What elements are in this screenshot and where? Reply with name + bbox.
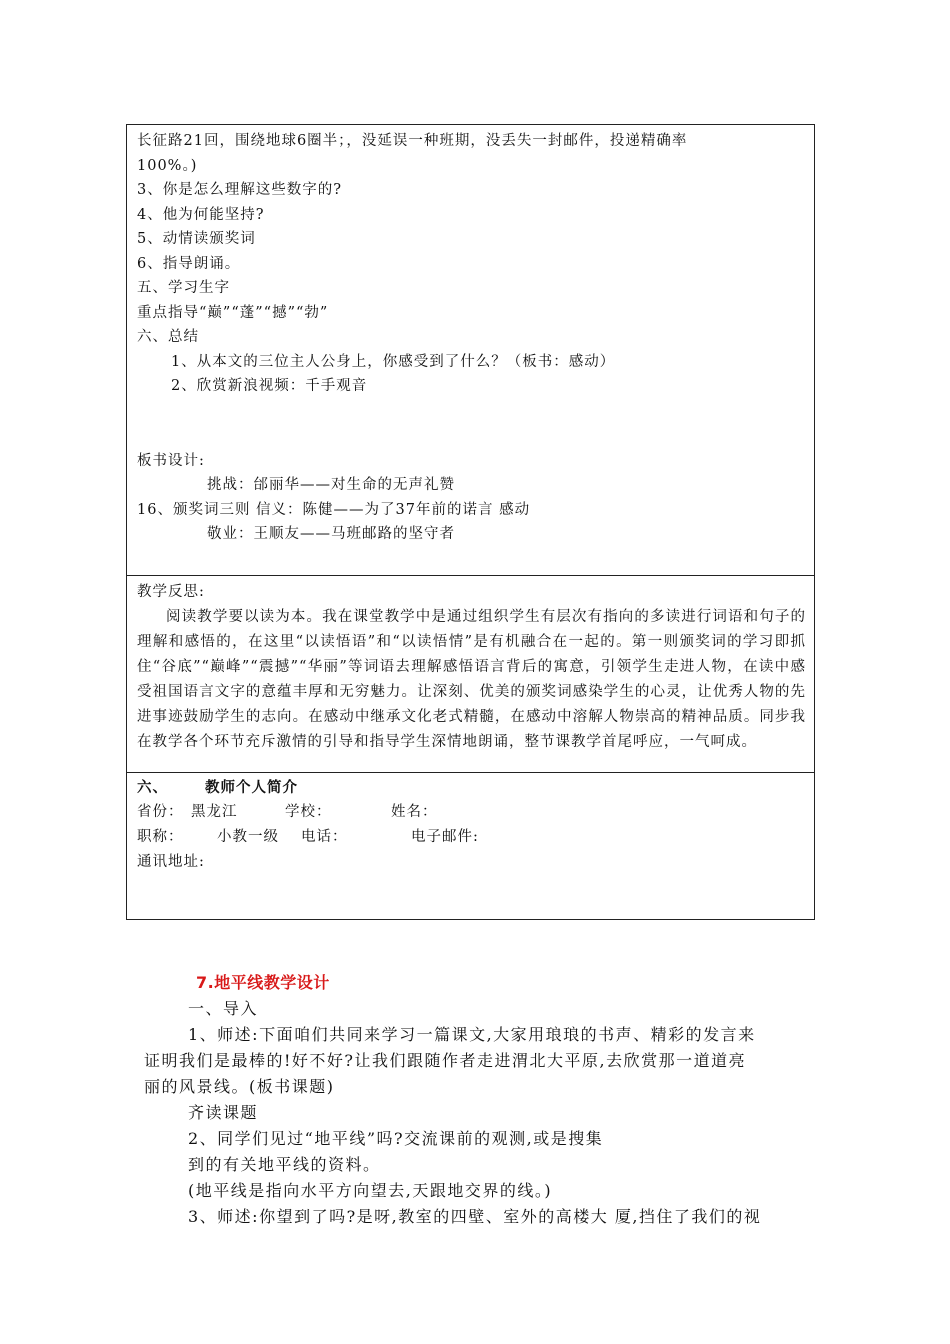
section-line: 1、师述:下面咱们共同来学习一篇课文,大家用琅琅的书声、精彩的发言来 — [188, 1025, 756, 1044]
section-line: (地平线是指向水平方向望去,天跟地交界的线。) — [188, 1181, 553, 1200]
text-line: 长征路21回，围绕地球6圈半；，没延误一种班期，没丢失一封邮件，投递精确率 — [137, 133, 688, 149]
horizon-lesson-section — [140, 970, 820, 1230]
reflection-label: 教学反思: — [137, 584, 205, 600]
text-line: 重点指导“巅”“蓬”“撼”“勃” — [137, 304, 329, 321]
profile-heading-number: 六、 — [137, 779, 168, 796]
text-line: 五、学习生字 — [137, 280, 230, 296]
section-heading: 7.地平线教学设计 — [196, 973, 330, 992]
profile-row-3 — [137, 850, 806, 875]
profile-row-1 — [137, 800, 806, 825]
section-line: 证明我们是最棒的!好不好?让我们跟随作者走进渭北大平原,去欣赏那一道道亮 — [144, 1051, 747, 1070]
section-line: 3、师述:你望到了吗?是呀,教室的四壁、室外的高楼大 厦,挡住了我们的视 — [188, 1207, 762, 1226]
section-line: 2、同学们见过“地平线”吗?交流课前的观测,或是搜集 — [188, 1129, 604, 1148]
spacer — [137, 399, 806, 449]
text-line: 6、指导朗诵。 — [137, 255, 241, 272]
text-line: 5、动情读颁奖词 — [137, 231, 256, 247]
name-label: 姓名： — [391, 804, 438, 820]
teacher-profile-cell — [127, 773, 814, 919]
reflection-cell — [127, 576, 814, 773]
school-label: 学校： — [285, 804, 332, 820]
text-line: 六、总结 — [137, 329, 199, 345]
profile-heading — [137, 775, 806, 800]
profile-row-2 — [137, 825, 806, 850]
board-line: 挑战：邰丽华——对生命的无声礼赞 — [207, 477, 455, 493]
text-line: 100%。) — [137, 157, 198, 174]
province-value: 黑龙江 — [191, 804, 238, 820]
lesson-content-cell — [127, 125, 814, 576]
job-title-value: 小教一级 — [217, 829, 279, 845]
summary-item: 2、欣赏新浪视频：千手观音 — [171, 378, 368, 394]
email-label: 电子邮件: — [411, 829, 479, 845]
address-label: 通讯地址: — [137, 854, 205, 870]
section-line: 一、导入 — [188, 999, 259, 1018]
section-line: 丽的风景线。(板书课题) — [144, 1077, 335, 1096]
lesson-table — [126, 124, 815, 920]
text-line: 3、你是怎么理解这些数字的? — [137, 182, 342, 198]
board-design-label: 板书设计: — [137, 452, 205, 469]
province-label: 省份： — [137, 804, 184, 820]
job-title-label: 职称： — [137, 829, 184, 845]
board-line: 敬业：王顺友——马班邮路的坚守者 — [207, 526, 455, 542]
summary-item: 1、从本文的三位主人公身上，你感受到了什么？（板书：感动） — [171, 353, 616, 370]
phone-label: 电话： — [301, 829, 348, 845]
text-line: 4、他为何能坚持? — [137, 206, 265, 223]
section-line: 到的有关地平线的资料。 — [188, 1155, 381, 1174]
profile-heading-title: 教师个人简介 — [205, 779, 298, 796]
board-line: 16、颁奖词三则 信义：陈健——为了37年前的诺言 感动 — [137, 501, 531, 518]
section-line: 齐读课题 — [188, 1103, 259, 1122]
reflection-paragraph: 阅读教学要以读为本。我在课堂教学中是通过组织学生有层次有指向的多读进行词语和句子的理解和感悟的，在这里“以读悟语”和“以读悟情”是有机融合在一起的。第一则颁奖词的学习即抓住“谷底”“巅峰”“震撼”“华丽”等词语去理解感悟语言背后的寓意，引领学生走进人物，在读中感受祖国语言文字的意蕴丰厚和无穷魅力。让深刻、优美的颁奖词感染学生的心灵，让优秀人物的先进事迹鼓励学生的志向。在感动中继承文化老式精髓，在感动中溶解人物崇高的精神品质。同步我在教学各个环节充斥激情的引导和指导学生深情地朗诵，整节课教学首尾呼应，一气呵成。 — [137, 609, 806, 750]
